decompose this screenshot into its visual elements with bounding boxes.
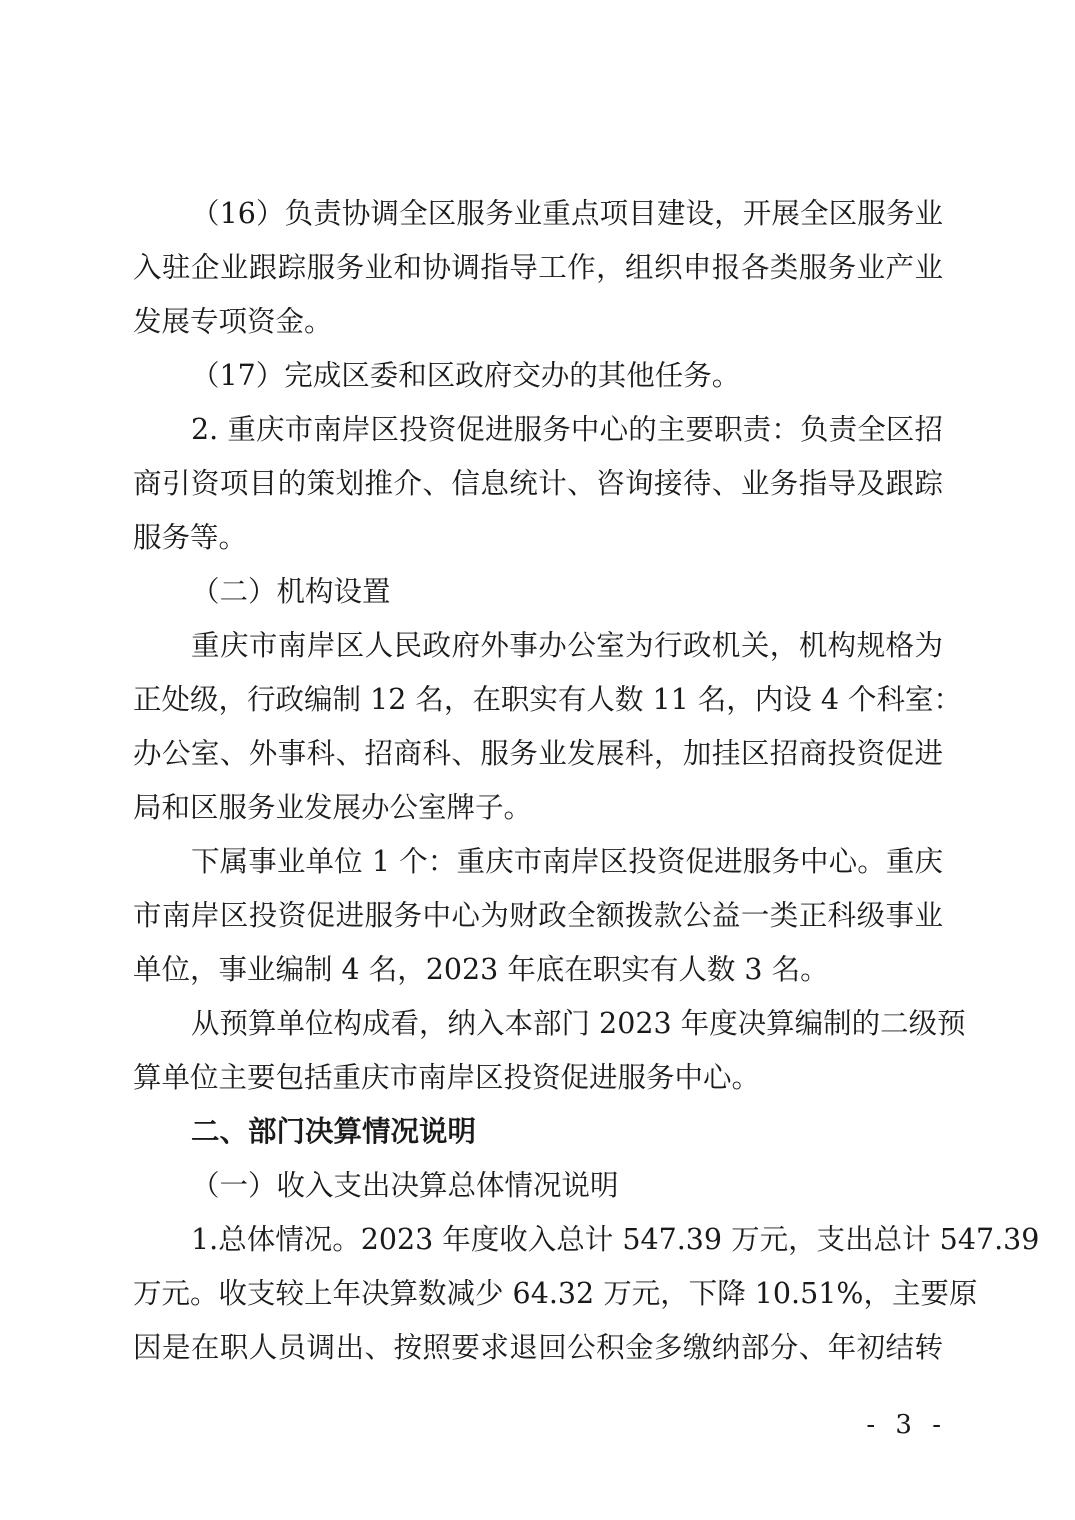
paragraph-line: 单位，事业编制 4 名，2023 年底在职实有人数 3 名。 <box>133 953 829 986</box>
paragraph-line: 入驻企业跟踪服务业和协调指导工作，组织申报各类服务业产业 <box>133 251 943 284</box>
section-subheading: （二）机构设置 <box>191 575 391 608</box>
paragraph-line: 2. 重庆市南岸区投资促进服务中心的主要职责：负责全区招 <box>191 413 943 446</box>
paragraph-line: 服务等。 <box>133 521 248 554</box>
paragraph-line: 从预算单位构成看，纳入本部门 2023 年度决算编制的二级预 <box>191 1007 966 1040</box>
section-subheading: （一）收入支出决算总体情况说明 <box>191 1169 619 1202</box>
paragraph-line: 下属事业单位 1 个：重庆市南岸区投资促进服务中心。重庆 <box>191 845 943 878</box>
page-number: - 3 - <box>866 1410 947 1440</box>
paragraph-line: 因是在职人员调出、按照要求退回公积金多缴纳部分、年初结转 <box>133 1331 943 1364</box>
section-heading: 二、部门决算情况说明 <box>191 1115 477 1148</box>
paragraph-line: 重庆市南岸区人民政府外事办公室为行政机关，机构规格为 <box>191 629 943 662</box>
paragraph-line: 发展专项资金。 <box>133 305 333 338</box>
paragraph-line: 正处级，行政编制 12 名，在职实有人数 11 名，内设 4 个科室： <box>133 683 963 716</box>
paragraph-line: 局和区服务业发展办公室牌子。 <box>133 791 533 824</box>
paragraph-line: 办公室、外事科、招商科、服务业发展科，加挂区招商投资促进 <box>133 737 943 770</box>
paragraph-line: 市南岸区投资促进服务中心为财政全额拨款公益一类正科级事业 <box>133 899 943 932</box>
paragraph-line: 算单位主要包括重庆市南岸区投资促进服务中心。 <box>133 1061 761 1094</box>
paragraph-line: （16）负责协调全区服务业重点项目建设，开展全区服务业 <box>191 197 943 230</box>
paragraph-line: （17）完成区委和区政府交办的其他任务。 <box>191 359 741 392</box>
paragraph-line: 万元。收支较上年决算数减少 64.32 万元，下降 10.51%，主要原 <box>133 1277 978 1310</box>
paragraph-line: 1.总体情况。2023 年度收入总计 547.39 万元，支出总计 547.39 <box>191 1223 1040 1256</box>
paragraph-line: 商引资项目的策划推介、信息统计、咨询接待、业务指导及跟踪 <box>133 467 943 500</box>
